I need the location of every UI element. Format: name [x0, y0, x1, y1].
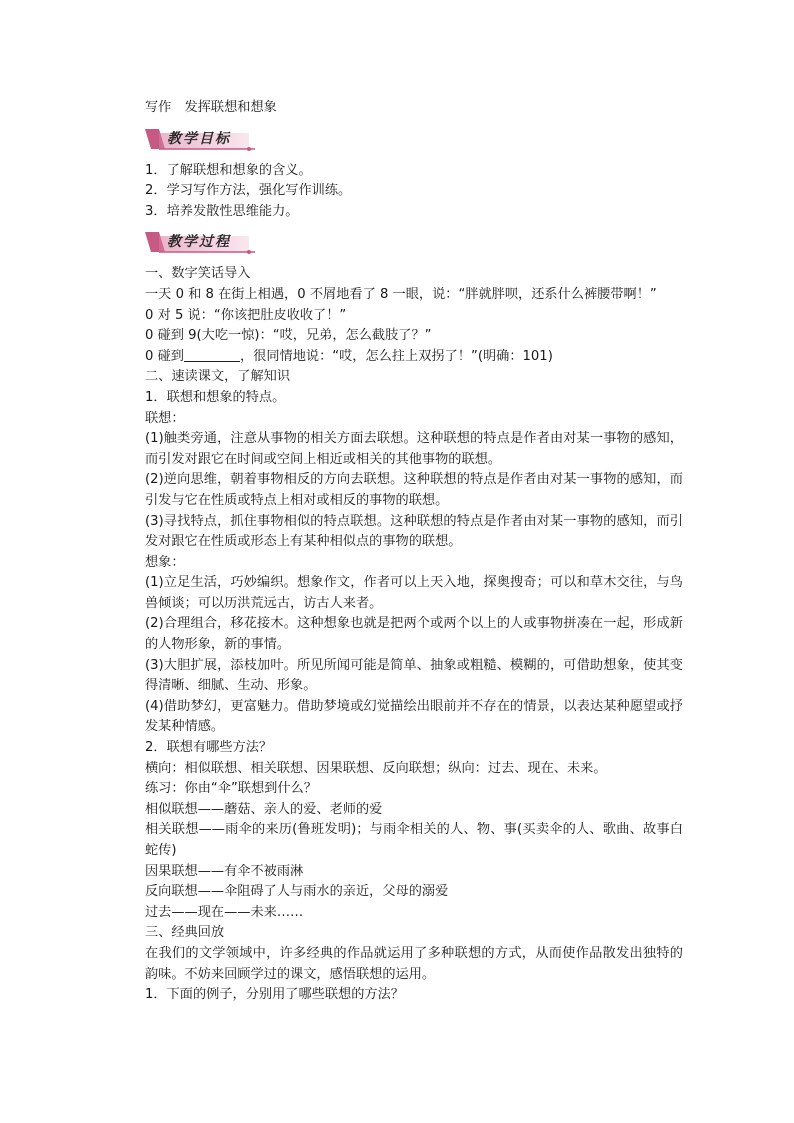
- banner-teaching-goals: [145, 127, 257, 151]
- paragraph: 反向联想——伞阻碍了人与雨水的亲近，父母的溺爱: [145, 884, 449, 900]
- joke-line: 一天 0 和 8 在街上相遇，0 不屑地看了 8 一眼，说：“胖就胖呗，还系什么裤腰带啊！”: [145, 286, 657, 302]
- paragraph: (1)立足生活，巧妙编织。想象作文，作者可以上天入地，探奥搜奇；可以和草木交往，与鸟兽倾谈；可以历洪荒远古，访古人来者。: [145, 575, 683, 611]
- list-item: 1．联想和想象的特点。: [145, 389, 286, 405]
- document-body: [145, 98, 683, 1006]
- banner-label: 教学目标: [167, 130, 231, 147]
- subheading: 想象：: [145, 554, 185, 570]
- paragraph: (3)大胆扩展，添枝加叶。所见所闻可能是简单、抽象或粗糙、模糊的，可借助想象，使其变得清晰、细腻、生动、形象。: [145, 657, 683, 694]
- joke-line: 0 对 5 说：“你该把肚皮收收了！”: [145, 307, 347, 323]
- fill-blank: [184, 347, 240, 362]
- list-item: 1．下面的例子，分别用了哪些联想的方法？: [145, 987, 404, 1003]
- banner-teaching-process: [145, 230, 257, 254]
- paragraph: (4)借助梦幻，更富魅力。借助梦境或幻觉描绘出眼前并不存在的情景，以表达某种愿望或抒发某种情感。: [145, 698, 683, 735]
- paragraph: 过去——现在——未来……: [145, 904, 304, 920]
- section-heading: 三、经典回放: [145, 925, 225, 941]
- joke-line: [145, 347, 683, 368]
- section-heading: 二、速读课文，了解知识: [145, 369, 291, 385]
- paragraph: (1)触类旁通，注意从事物的相关方面去联想。这种联想的特点是作者由对某一事物的感知，而引发对跟它在时间或空间上相近或相关的其他事物的联想。: [145, 431, 683, 467]
- list-item: 2．联想有哪些方法？: [145, 740, 273, 756]
- banner-label: 教学过程: [167, 234, 231, 251]
- paragraph: (2)逆向思维，朝着事物相反的方向去联想。这种联想的特点是作者由对某一事物的感知，而引发与它在性质或特点上相对或相反的事物的联想。: [145, 472, 683, 508]
- joke-line: 0 碰到 9(大吃一惊)：“哎，兄弟，怎么截肢了？”: [145, 328, 432, 344]
- paragraph: (2)合理组合，移花接木。这种想象也就是把两个或两个以上的人或事物拼凑在一起，形成新的人物形象，新的事情。: [145, 616, 683, 653]
- goal-item: 2．学习写作方法，强化写作训练。: [145, 183, 352, 199]
- joke-text: ，很同情地说：“哎，怎么拄上双拐了！”(明确：101): [239, 348, 553, 364]
- paragraph: 因果联想——有伞不被雨淋: [145, 863, 304, 879]
- subheading: 联想：: [145, 410, 185, 426]
- paragraph: 练习：你由“伞”联想到什么？: [145, 781, 317, 797]
- paragraph: 横向：相似联想、相关联想、因果联想、反向联想；纵向：过去、现在、未来。: [145, 760, 607, 776]
- joke-text: 0 碰到: [145, 348, 184, 364]
- section-heading: 一、数字笑话导入: [145, 266, 251, 282]
- paragraph: 在我们的文学领域中，许多经典的作品就运用了多种联想的方式，从而使作品散发出独特的韵味。不妨来回顾学过的课文，感悟联想的运用。: [145, 945, 683, 982]
- paragraph: 相似联想——蘑菇、亲人的爱、老师的爱: [145, 801, 383, 817]
- paragraph: (3)寻找特点，抓住事物相似的特点联想。这种联想的特点是作者由对某一事物的感知，而引发对跟它在性质或形态上有某种相似点的事物的联想。: [145, 513, 683, 550]
- goal-item: 1．了解联想和想象的含义。: [145, 162, 312, 178]
- page-title: 写作 发挥联想和想象: [145, 100, 277, 115]
- paragraph: 相关联想——雨伞的来历(鲁班发明)；与雨伞相关的人、物、事(买卖伞的人、歌曲、故事白蛇传): [145, 822, 683, 858]
- goal-item: 3．培养发散性思维能力。: [145, 203, 299, 219]
